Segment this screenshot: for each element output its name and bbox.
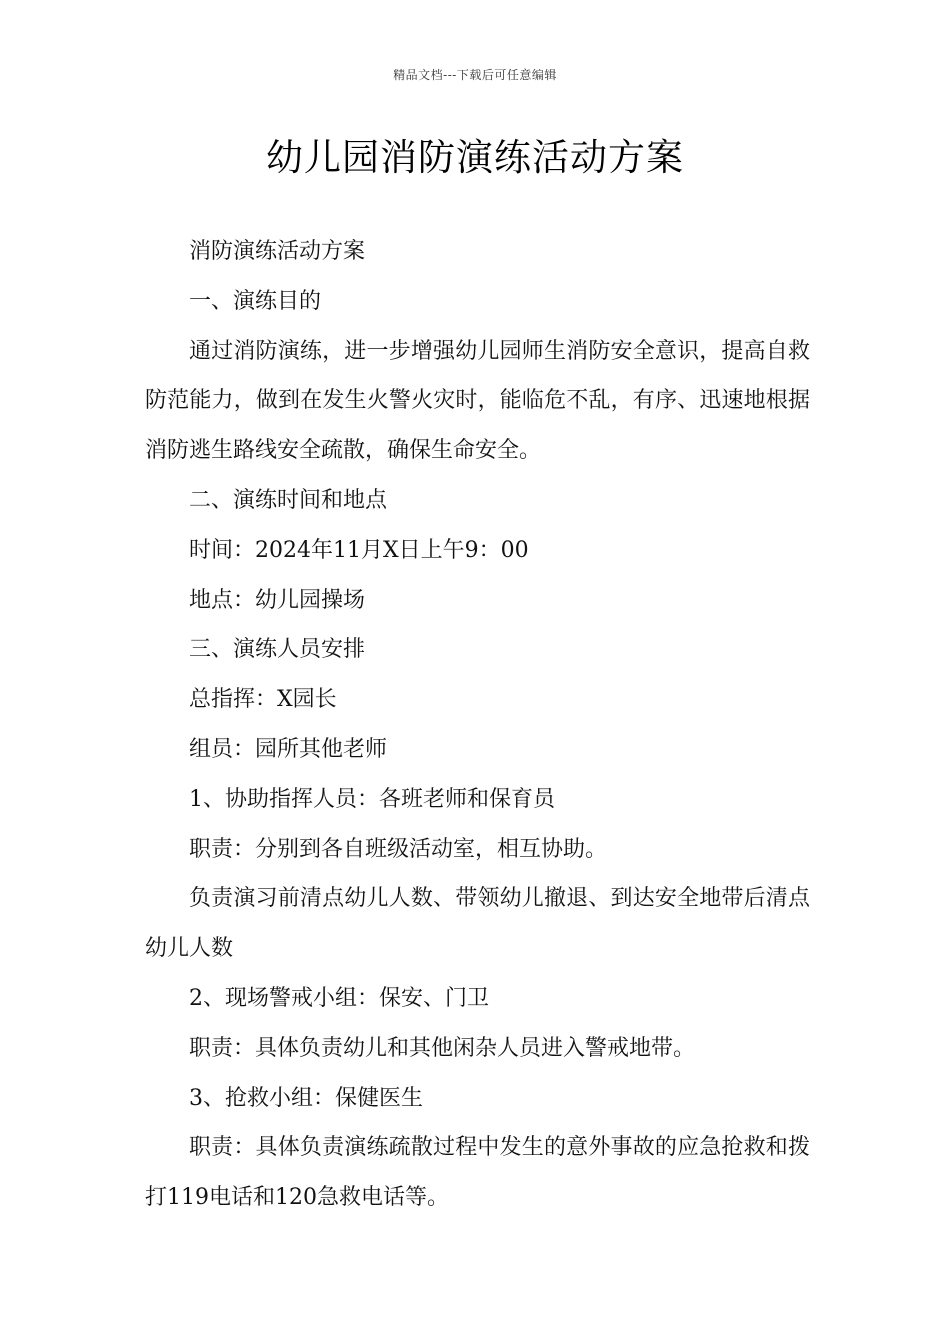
section-heading: 三、演练人员安排 <box>189 637 366 663</box>
section-heading: 一、演练目的 <box>189 288 322 314</box>
paragraph: 组员：园所其他老师 <box>189 736 388 762</box>
paragraph: 地点：幼儿园操场 <box>189 587 366 613</box>
document-title: 幼儿园消防演练活动方案 <box>266 136 684 179</box>
section-heading: 二、演练时间和地点 <box>189 487 388 513</box>
paragraph: 职责：具体负责演练疏散过程中发生的意外事故的应急抢救和拨打119电话和120急救电话等。 <box>145 1135 810 1211</box>
paragraph: 职责：具体负责幼儿和其他闲杂人员进入警戒地带。 <box>189 1035 696 1061</box>
paragraph: 总指挥：X园长 <box>189 687 337 713</box>
paragraph: 职责：分别到各自班级活动室，相互协助。 <box>189 836 608 862</box>
paragraph: 1、协助指挥人员：各班老师和保育员 <box>189 786 555 812</box>
paragraph: 时间：2024年11月X日上午9：00 <box>189 537 529 563</box>
page-header: 精品文档---下载后可任意编辑 <box>393 68 557 82</box>
paragraph: 负责演习前清点幼儿人数、带领幼儿撤退、到达安全地带后清点幼儿人数 <box>145 886 810 962</box>
document-body <box>145 227 810 1223</box>
section-heading: 消防演练活动方案 <box>189 239 366 264</box>
paragraph: 通过消防演练，进一步增强幼儿园师生消防安全意识，提高自救防范能力，做到在发生火警火灾时，能临危不乱，有序、迅速地根据消防逃生路线安全疏散，确保生命安全。 <box>145 338 810 464</box>
paragraph: 3、抢救小组：保健医生 <box>189 1085 423 1111</box>
paragraph: 2、现场警戒小组：保安、门卫 <box>189 985 489 1011</box>
